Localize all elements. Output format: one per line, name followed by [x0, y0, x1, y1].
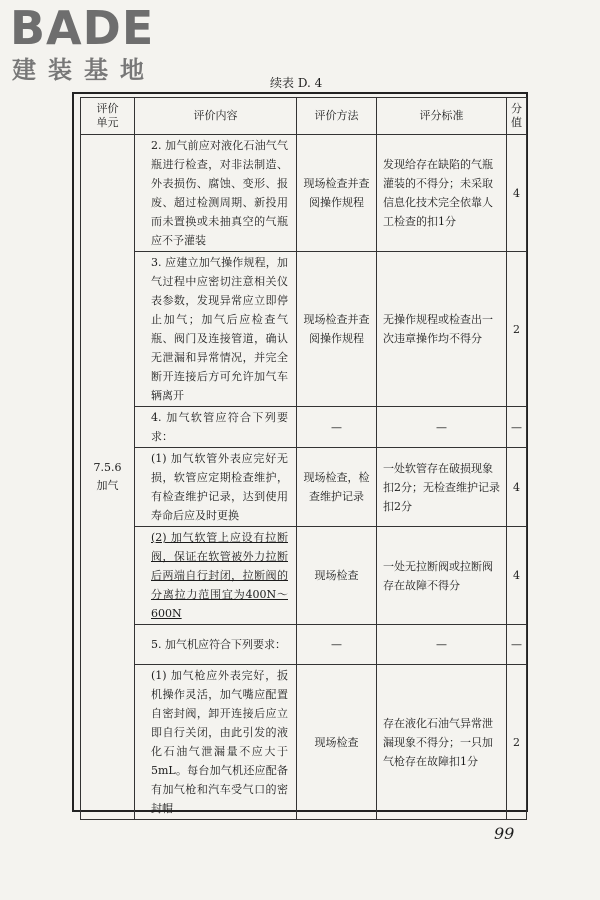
table-row: [81, 407, 527, 448]
table-row: [81, 625, 527, 665]
page-number: 99: [494, 824, 515, 843]
method-cell: 现场检查: [297, 527, 377, 625]
content-cell: (1) 加气枪应外表完好，扳机操作灵活，加气嘴应配置自密封阀，卸开连接后应立即自行关闭，由此引发的液化石油气泄漏量不应大于5mL。每台加气机还应配备有加气枪和汽车受气口的密封帽: [135, 665, 297, 820]
table-row: [81, 527, 527, 625]
table-caption: 续表 D. 4: [270, 76, 323, 90]
content-cell: [135, 527, 297, 625]
unit-cell: 7.5.6 加气: [81, 135, 135, 820]
method-cell: —: [297, 625, 377, 665]
content-cell: 4. 加气软管应符合下列要求：: [135, 407, 297, 448]
table-header-row: [81, 98, 527, 135]
score-cell: 4: [507, 448, 527, 527]
table-row: [81, 665, 527, 820]
standard-cell: —: [377, 625, 507, 665]
bade-logo: [8, 1, 188, 90]
score-cell: 2: [507, 252, 527, 407]
content-cell: 3. 应建立加气操作规程，加气过程中应密切注意相关仪表参数，发现异常应立即停止加气；加气后应检查气瓶、阀门及连接管道，确认无泄漏和异常情况，并完全断开连接后方可允许加气车辆离开: [135, 252, 297, 407]
standard-cell: 发现给存在缺陷的气瓶灌装的不得分；未采取信息化技术完全依靠人工检查的扣1分: [377, 135, 507, 252]
score-cell: 4: [507, 135, 527, 252]
content-cell: (1) 加气软管外表应完好无损，软管应定期检查维护，有检查维护记录，达到使用寿命后应及时更换: [135, 448, 297, 527]
table-row: [81, 252, 527, 407]
logo-subtitle: 建装基地: [12, 56, 156, 84]
score-cell: —: [507, 625, 527, 665]
method-cell: 现场检查: [297, 665, 377, 820]
standard-cell: 一处软管存在破损现象扣2分；无检查维护记录扣2分: [377, 448, 507, 527]
evaluation-table: [80, 97, 527, 820]
content-cell: 2. 加气前应对液化石油气气瓶进行检查，对非法制造、外表损伤、腐蚀、变形、报废、超过检测周期、新投用而未置换或未抽真空的气瓶应不予灌装: [135, 135, 297, 252]
standard-cell: 无操作规程或检查出一次违章操作均不得分: [377, 252, 507, 407]
content-cell: 5. 加气机应符合下列要求：: [135, 625, 297, 665]
header-content: 评价内容: [135, 98, 297, 135]
method-cell: 现场检查并查阅操作规程: [297, 135, 377, 252]
header-score: 分 值: [507, 98, 527, 135]
content-underlined-text: (2) 加气软管上应设有拉断阀，保证在软管被外力拉断后两端自行封闭，拉断阀的分离拉力范围宜为400N～600N: [151, 531, 288, 620]
score-cell: —: [507, 407, 527, 448]
method-cell: 现场检查并查阅操作规程: [297, 252, 377, 407]
header-standard: 评分标准: [377, 98, 507, 135]
standard-cell: 存在液化石油气异常泄漏现象不得分；一只加气枪存在故障扣1分: [377, 665, 507, 820]
standard-cell: —: [377, 407, 507, 448]
logo-wordmark: BADE: [10, 1, 155, 55]
header-method: 评价方法: [297, 98, 377, 135]
method-cell: —: [297, 407, 377, 448]
header-unit: 评价 单元: [81, 98, 135, 135]
table-row: [81, 448, 527, 527]
score-cell: 2: [507, 665, 527, 820]
table-row: [81, 135, 527, 252]
score-cell: 4: [507, 527, 527, 625]
method-cell: 现场检查，检查维护记录: [297, 448, 377, 527]
standard-cell: 一处无拉断阀或拉断阀存在故障不得分: [377, 527, 507, 625]
